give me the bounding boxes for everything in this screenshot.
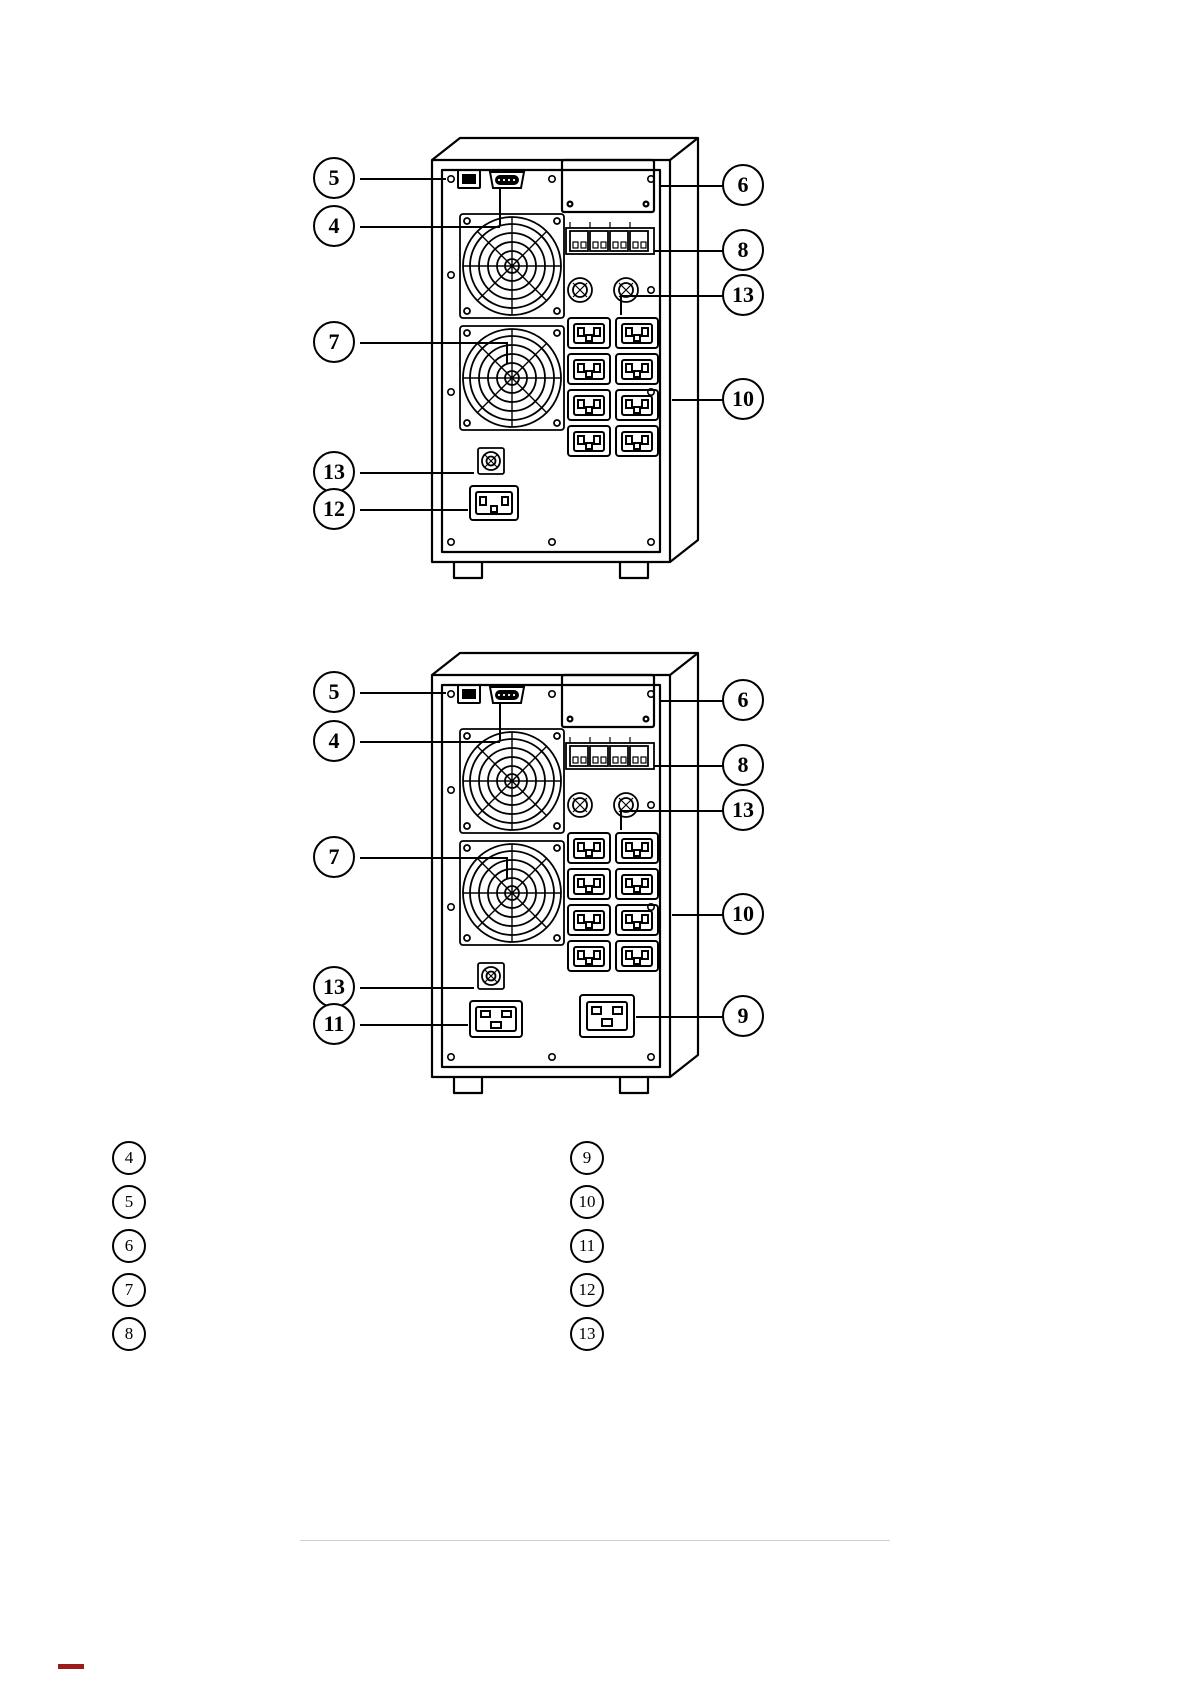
rs232-db9-port [490,172,524,188]
circuit-breaker-upper [568,278,638,302]
leader-4-bottom-v [499,703,501,741]
callout-7-bottom: 7 [313,836,355,878]
rs232-db9-port [490,687,524,703]
cooling-fans [460,729,564,945]
terminal-block [566,222,654,254]
legend-number: 11 [570,1229,604,1263]
legend-number: 10 [570,1185,604,1219]
leader-4-top-v [499,188,501,226]
leader-13-bottom-v [620,810,622,830]
leader-10-top [672,399,724,401]
legend-number: 9 [570,1141,604,1175]
iec-c13-output-bank [568,318,658,456]
legend-item [112,1180,552,1224]
legend-number: 13 [570,1317,604,1351]
footer-divider [300,1540,890,1541]
leader-7-top-v [506,342,508,364]
leader-9-bottom [636,1016,724,1018]
leader-7-top [360,342,508,344]
leader-6-top [660,185,724,187]
legend-item [570,1180,1010,1224]
callout-10-bottom: 10 [722,893,764,935]
iec-c20-input-inlet [470,1001,522,1037]
legend-left-column [112,1136,552,1356]
legend-number: 4 [112,1141,146,1175]
legend-item [112,1224,552,1268]
legend-number: 8 [112,1317,146,1351]
callout-6-top: 6 [722,164,764,206]
callout-10-top: 10 [722,378,764,420]
leader-12-top [360,509,468,511]
callout-13-lower-top: 13 [313,451,355,493]
legend-number: 5 [112,1185,146,1219]
legend-item [570,1312,1010,1356]
leader-13-top-h [620,295,724,297]
legend-number: 7 [112,1273,146,1307]
callout-8-bottom: 8 [722,744,764,786]
leader-13-lower-top [360,472,474,474]
ups-chassis-drawing-b [420,645,710,1095]
legend-item [112,1136,552,1180]
leader-8-top [654,250,724,252]
callout-4-top: 4 [313,205,355,247]
legend-number: 6 [112,1229,146,1263]
leader-13-bottom-h [620,810,724,812]
ups-rear-panel-model-a [420,130,710,580]
iec-c19-output-socket [580,995,634,1037]
legend-item [570,1268,1010,1312]
leader-10-bottom [672,914,724,916]
cooling-fans [460,214,564,430]
intelligent-slot-cover [562,675,654,727]
page-edge-mark [58,1664,84,1669]
circuit-breaker-lower [478,448,504,474]
callout-13-upper-top: 13 [722,274,764,316]
iec-c13-output-bank [568,833,658,971]
legend-right-column [570,1136,1010,1356]
callout-13-lower-bottom: 13 [313,966,355,1008]
leader-7-bottom-v [506,857,508,879]
leader-5-top [360,178,446,180]
callout-6-bottom: 6 [722,679,764,721]
legend [0,1136,1192,1356]
leader-7-bottom [360,857,508,859]
terminal-block [566,737,654,769]
ups-rear-panel-model-b [420,645,710,1095]
leader-8-bottom [654,765,724,767]
legend-item [570,1136,1010,1180]
intelligent-slot-cover [562,160,654,212]
callout-12-top: 12 [313,488,355,530]
leader-5-bottom [360,692,446,694]
ups-chassis-drawing-a [420,130,710,580]
iec-c14-input-inlet [470,486,518,520]
callout-7-top: 7 [313,321,355,363]
callout-11-bottom: 11 [313,1003,355,1045]
callout-9-bottom: 9 [722,995,764,1037]
leader-4-bottom-h [360,741,500,743]
leader-11-bottom [360,1024,468,1026]
legend-item [112,1312,552,1356]
leader-13-lower-bottom [360,987,474,989]
callout-4-bottom: 4 [313,720,355,762]
circuit-breaker-upper [568,793,638,817]
leader-13-top-v [620,295,622,315]
legend-item [570,1224,1010,1268]
usb-port [458,685,480,703]
callout-5-top: 5 [313,157,355,199]
callout-13-upper-bottom: 13 [722,789,764,831]
leader-4-top-h [360,226,500,228]
callout-5-bottom: 5 [313,671,355,713]
callout-8-top: 8 [722,229,764,271]
circuit-breaker-lower [478,963,504,989]
legend-number: 12 [570,1273,604,1307]
usb-port [458,170,480,188]
legend-item [112,1268,552,1312]
leader-6-bottom [660,700,724,702]
